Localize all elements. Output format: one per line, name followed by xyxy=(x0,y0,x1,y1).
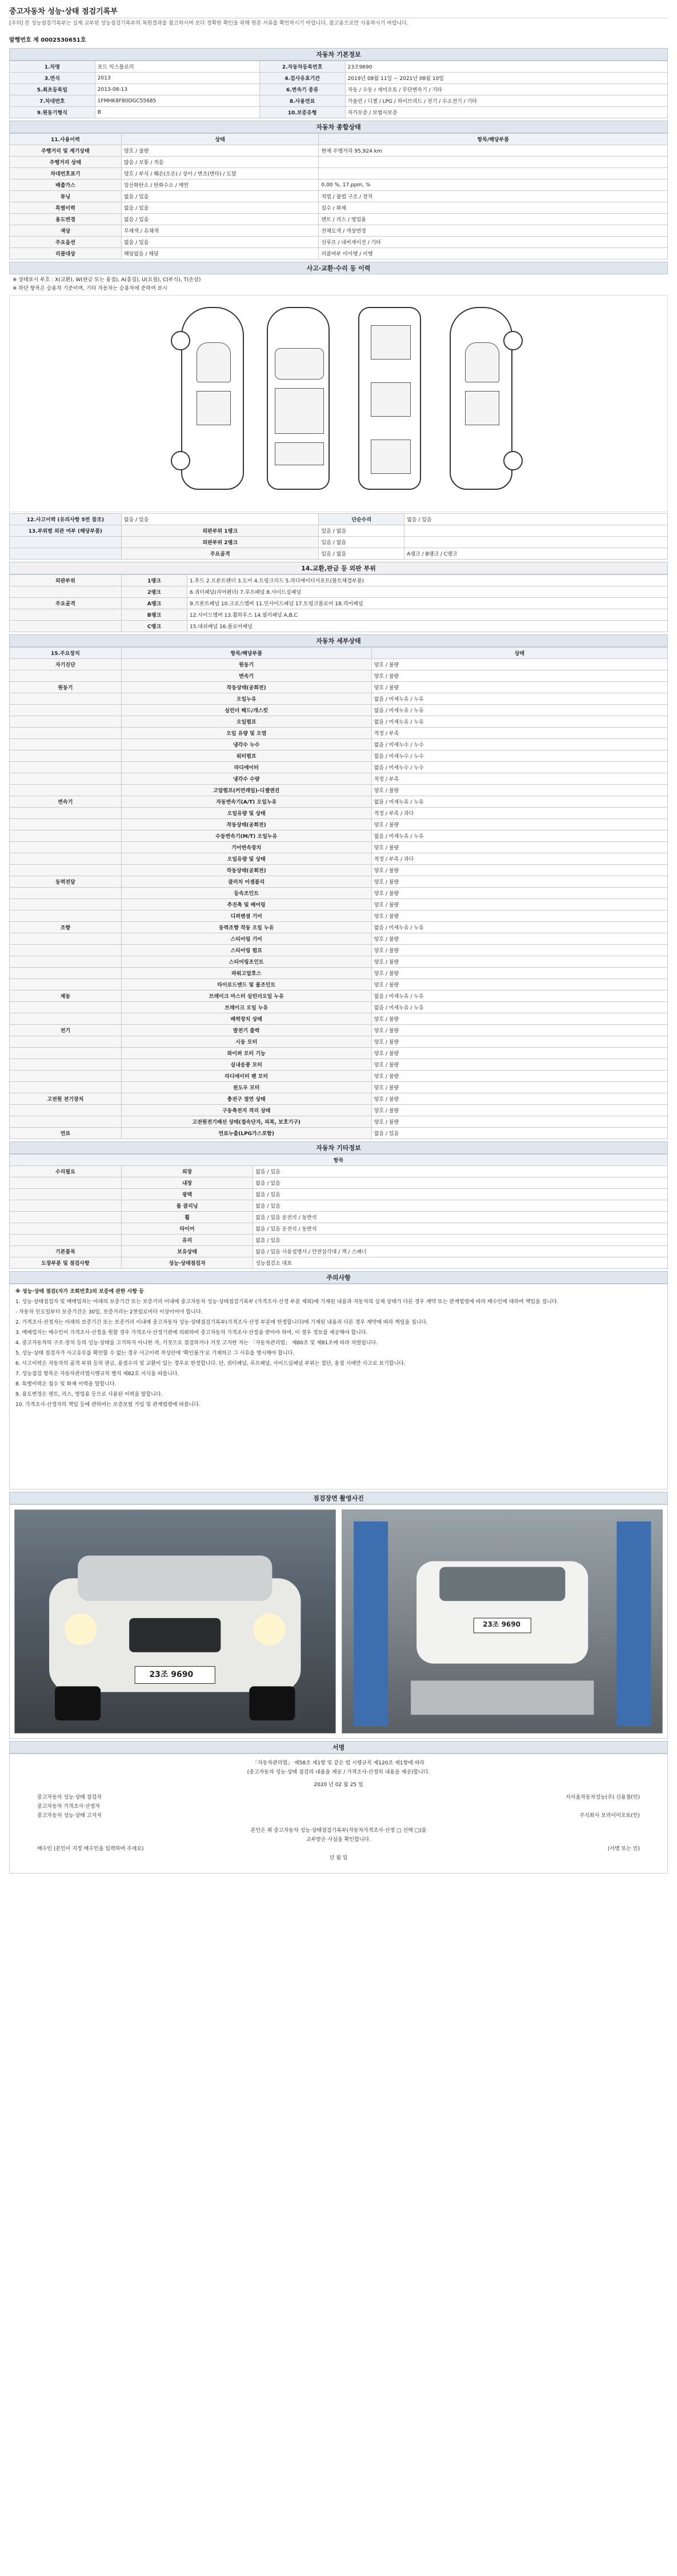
table-row: 수동변속기(M/T) 오일누유 없음 / 미세누유 / 누유 xyxy=(10,830,668,842)
table-row: 전기 발전기 출력 양호 / 불량 xyxy=(10,1025,668,1036)
table-row: 내장 없음 / 있음 xyxy=(10,1177,668,1189)
table-row: 디퍼렌셜 기어 양호 / 불량 xyxy=(10,910,668,922)
section-detail-state: 자동차 세부상태 xyxy=(9,634,668,647)
table-row: 냉각수 누수 없음 / 미세누수 / 누수 xyxy=(10,739,668,750)
table-row: 유리 없음 / 있음 xyxy=(10,1235,668,1246)
table-row: 실내송풍 모터 양호 / 불량 xyxy=(10,1059,668,1071)
section-basic-info: 자동차 기본정보 xyxy=(9,48,668,61)
car-front-illustration xyxy=(15,1510,335,1733)
table-row: 스티어링 펌프 양호 / 불량 xyxy=(10,945,668,956)
table-row: 배력장치 상태 양호 / 불량 xyxy=(10,1013,668,1025)
note-line: - 자동차 인도일부터 보증기간은 30일, 보증거리는 2천킬로미터 이상이어야 합니다. xyxy=(15,1309,203,1315)
table-row: 타이어 없음 / 있음 운전석 / 동반석 xyxy=(10,1223,668,1235)
table-row: 외판부위 1랭크 1.후드 2.프론트펜더 3.도어 4.트렁크리드 5.라디에이터서포트(볼트체결부품) xyxy=(10,575,668,586)
table-row: 제동 브레이크 마스터 실린더오일 누유 없음 / 미세누유 / 누유 xyxy=(10,991,668,1002)
table-row: 색상 무채색 / 유채색 전체도색 / 색상변경 xyxy=(10,225,668,237)
table-row: 기어변속장치 양호 / 불량 xyxy=(10,842,668,853)
table-row: 조향 동력조향 작동 오일 누유 없음 / 미세누유 / 누유 xyxy=(10,922,668,933)
table-row: 작동상태(공회전) 양호 / 불량 xyxy=(10,865,668,876)
section-accident-history: 사고·교환·수리 등 이력 xyxy=(9,262,668,274)
table-row: 실린더 헤드/개스킷 없음 / 미세누유 / 누유 xyxy=(10,705,668,716)
table-row: 오일 유량 및 오염 적정 / 부족 xyxy=(10,728,668,739)
table-row: 도장부분 및 점검사항 성능·상태점검자 성능점검소 대표 xyxy=(10,1257,668,1269)
parts-table xyxy=(9,574,668,632)
table-row: 주요옵션 없음 / 있음 선루프 / 내비게이션 / 기타 xyxy=(10,237,668,248)
car-left-view xyxy=(181,307,244,490)
table-row: 외판부위 2랭크 있음 / 없음 xyxy=(10,537,668,548)
note-line: 7. 성능점검 항목은 자동차관리법시행규칙 별지 제82호 서식을 따릅니다. xyxy=(15,1371,179,1377)
table-row: 주행거리 및 계기상태 양호 / 불량 현재 주행거리 95,924 km xyxy=(10,145,668,157)
table-row: 용도변경 없음 / 있음 렌트 / 리스 / 영업용 xyxy=(10,214,668,225)
table-row: 원동기 작동상태(공회전) 양호 / 불량 xyxy=(10,682,668,693)
table-row: 광택 없음 / 있음 xyxy=(10,1189,668,1200)
table-row: 배출가스 일산화탄소 / 탄화수소 / 매연 0.00 %, 17.ppm, % xyxy=(10,179,668,191)
table-row: 워터펌프 없음 / 미세누수 / 누수 xyxy=(10,750,668,762)
table-row: 라디에이터 팬 모터 양호 / 불량 xyxy=(10,1071,668,1082)
cert-number: 발행번호 제 0002530651호 xyxy=(9,37,86,43)
table-row: 연료 연료누출(LPG가스포함) 없음 / 있음 xyxy=(10,1128,668,1139)
note-line: 10. 가격조사·산정자의 책임 등에 관하여는 보증보험 가입 및 관계법령에 따릅니다. xyxy=(15,1402,201,1408)
table-row: 특별이력 없음 / 있음 침수 / 화재 xyxy=(10,202,668,214)
table-row: 와이퍼 모터 기능 양호 / 불량 xyxy=(10,1048,668,1059)
table-row: 고압펌프(커먼레일)-디젤엔진 양호 / 불량 xyxy=(10,785,668,796)
table-row: 라디에이터 없음 / 미세누수 / 누수 xyxy=(10,762,668,773)
note-line: 3. 매매업자는 매수인이 가격조사·산정을 원할 경우 가격조사·산정기관에 의뢰하여 중고자동차 가격조사·산정을 받아야 하며, 이 경우 정보를 제공해야 합니다. xyxy=(15,1330,368,1336)
table-row: 등속조인트 양호 / 불량 xyxy=(10,888,668,899)
table-row: 파워고압호스 양호 / 불량 xyxy=(10,968,668,979)
table-row: 오일유량 및 상태 적정 / 부족 / 과다 xyxy=(10,853,668,865)
car-top-view xyxy=(267,307,330,490)
notice-text: [주의] 본 성능점검기록부는 실제 교부된 성능점검기록부의 복원결과를 참고하시며 보다 정확한 확인을 위해 원본 서류를 확인하시기 바랍니다. 참고용으로만 사용하시기 바랍니다. xyxy=(9,21,408,26)
table-row: 고전원 전기장치 충전구 절연 상태 양호 / 불량 xyxy=(10,1093,668,1105)
table-row: 주요골격 A랭크 9.프론트패널 10.크로스멤버 11.인사이드패널 17.트렁크플로어 18.리어패널 xyxy=(10,598,668,609)
parts-title: 14.교환,판금 등 외판 부위 xyxy=(9,562,668,574)
table-row: 룸 클리닝 없음 / 있음 xyxy=(10,1200,668,1212)
table-row: 13.부위별 외관 여부 (해당부품) 외판부위 1랭크 있음 / 없음 xyxy=(10,525,668,537)
basic-info-table: 1.차명 포드 익스플로러 2.자동차등록번호 23조9690 3.연식 2013 4.검사유효기간 2019년 08월 11일 ~ 2021년 08월 10일 5.최초등록일 2013-08-13 6.변속기 종류 자동 / 수동 / 세미오토 / 무단변속기 / 기타 7.차대번호 1FMHK8F80DGC55685 8.사용연료 가솔린 / 디젤 / LPG / 하이브리드 / 전기 / 수소전기 / 기타 9.원동기형식 B 10.보증유형 자가보증 / 보험사보증 xyxy=(9,61,668,118)
front-plate: 23조 9690 xyxy=(149,1670,194,1679)
table-row: 오일유량 및 상태 적정 / 부족 / 과다 xyxy=(10,808,668,819)
table-row: 12.사고이력 (유의사항 5번 참조) 없음 / 있음 단순수리 없음 / 있음 xyxy=(10,514,668,525)
legend: ※ 상태표시 부호 : X(교환), W(판금 또는 용접), A(흠집), U(요철), C(부식), T(손상) ※ 하단 항목은 승용차 기준이며, 기타 자동차는 승용차에 준하여 표시 xyxy=(13,277,201,291)
section-notes: 주의사항 xyxy=(9,1271,668,1284)
rear-photo xyxy=(342,1509,663,1734)
table-row: 자기진단 원동기 양호 / 불량 xyxy=(10,659,668,670)
note-line: 8. 특별이력은 침수 및 화재 이력을 말합니다. xyxy=(15,1381,117,1387)
section-sign: 서명 xyxy=(9,1741,668,1754)
note-line: 1. 성능·상태점검자 및 매매업자는 아래의 보증기간 또는 보증거리 이내에 중고자동차 성능·상태점검기록부 (가격조사·산정 부분 제외)에 기재된 내용과 자동차의 실제 상태가 다른 경우 계약 또는 관계법령에 따라 매수인에 대하여 책임을 집니다. xyxy=(15,1299,559,1305)
table-row: 구동축전지 격리 상태 양호 / 불량 xyxy=(10,1105,668,1116)
table-row: 2랭크 6.쿼터패널(리어펜더) 7.루프패널 8.사이드실패널 xyxy=(10,586,668,598)
table-row: 리콜대상 해당없음 / 해당 리콜여부 미이행 / 이행 xyxy=(10,248,668,259)
photo-area xyxy=(9,1504,668,1739)
table-row: C랭크 15.대쉬패널 16.플로어패널 xyxy=(10,621,668,632)
general-state-table: 11.사용이력 상태 항목/해당부품 주행거리 및 계기상태 양호 / 불량 현재 주행거리 95,924 km 주행거리 상태 많음 / 보통 / 적음 차대번호표기 양호 / 부식 / 훼손(오손) / 상이 / 변조(변타) / 도말 배출가스 일산화탄소 / 탄화수소 / 매연 0.00 %, 17.ppm, % 튜닝 없음 / 있음 적법 / 불법 구조 / 장치 특별이력 없음 / 있음 침수 / 화재 용도변경 없음 / 있음 렌트 / 리스 / 영업용 색상 무채색 / 유채색 전체도색 / 색상변경 주요옵션 없음 / 있음 선루프 / 내비게이션 / 기타 리콜대상 해당없음 / 해당 리콜여부 미이행 / 이행 xyxy=(9,133,668,259)
section-other-info: 자동차 기타정보 xyxy=(9,1141,668,1154)
other-table: 항목 수리필요 외장 없음 / 있음 내장 없음 / 있음 광택 없음 / 있음 룸 클리닝 없음 / 있음 휠 없음 / 있음 운전석 / 동반석 타이어 없음 / 있음 운전석 / 동반석 유리 없음 / 있음 기본품목 보유상태 없음 / 있음 사용설명서 / 안전삼각대 / 잭 / 스패너 도장부분 및 점검사항 성능·상태점검자 성능점검소 대표 xyxy=(9,1154,668,1269)
detail-table: 15.주요장치 항목/해당부품 상태 자기진단 원동기 양호 / 불량 변속기 양호 / 불량 원동기 작동상태(공회전) 양호 / 불량 오일누유 없음 / 미세누유 / 누유 실린더 헤드/개스킷 없음 / 미세누유 / 누유 오일펌프 없음 / 미세누유 / 누유 오일 유량 및 오염 적정 / 부족 냉각수 누수 없음 / 미세누수 / 누수 워터펌프 없음 / 미세누수 / 누수 라디에이터 없음 / 미세누수 / 누수 냉각수 수량 적정 / 부족 고압펌프(커먼레일)-디젤엔진 양호 / 불량 변속기 자동변속기(A/T) 오일누유 없음 / 미세누유 / 누유 오일유량 및 상태 적정 / 부족 / 과다 작동상태(공회전) 양호 / 불량 수동변속기(M/T) 오일누유 없음 / 미세누유 / 누유 기어변속장치 양호 / 불량 오일유량 및 상태 적정 / 부족 / 과다 작동상태(공회전) 양호 / 불량 동력전달 클러치 어셈블리 양호 / 불량 등속조인트 양호 / 불량 추진축 및 베어링 양호 / 불량 디퍼렌셜 기어 양호 / 불량 조향 동력조향 작동 오일 누유 없음 / 미세누유 / 누유 스티어링 기어 양호 / 불량 스티어링 펌프 양호 / 불량 스티어링조인트 양호 / 불량 파워고압호스 양호 / 불량 타이로드엔드 및 볼조인트 양호 / 불량 제동 브레이크 마스터 실린더오일 누유 없음 / 미세누유 / 누유 브레이크 오일 누유 없음 / 미세누유 / 누유 배력장치 상태 양호 / 불량 전기 발전기 출력 양호 / 불량 시동 모터 양호 / 불량 와이퍼 모터 기능 양호 / 불량 실내송풍 모터 양호 / 불량 라디에이터 팬 모터 양호 / 불량 윈도우 모터 양호 / 불량 고전원 전기장치 충전구 절연 상태 양호 / 불량 구동축전지 격리 상태 양호 / 불량 고전원전기배선 상태(접속단자, 피복, 보호기구) 양호 / 불량 연료 연료누출(LPG가스포함) 없음 / 있음 xyxy=(9,647,668,1139)
table-row: 차대번호표기 양호 / 부식 / 훼손(오손) / 상이 / 변조(변타) / 도말 xyxy=(10,168,668,179)
table-row: 냉각수 수량 적정 / 부족 xyxy=(10,773,668,785)
table-row: 시동 모터 양호 / 불량 xyxy=(10,1036,668,1048)
table-row: 스티어링조인트 양호 / 불량 xyxy=(10,956,668,968)
accident-table xyxy=(9,513,668,560)
table-row: 기본품목 보유상태 없음 / 있음 사용설명서 / 안전삼각대 / 잭 / 스패너 xyxy=(10,1246,668,1257)
table-row: 브레이크 오일 누유 없음 / 미세누유 / 누유 xyxy=(10,1002,668,1013)
table-row: 튜닝 없음 / 있음 적법 / 불법 구조 / 장치 xyxy=(10,191,668,202)
table-row: 휠 없음 / 있음 운전석 / 동반석 xyxy=(10,1212,668,1223)
note-line: 2. 가격조사·산정자는 아래의 보증기간 또는 보증거리 이내에 중고자동차 성능·상태점검기록부(가격조사·산정 부분에 한정합니다)에 기재된 내용과 다른 경우 계약에 따라 책임을 집니다. xyxy=(15,1320,428,1325)
table-row: 고전원전기배선 상태(접속단자, 피복, 보호기구) 양호 / 불량 xyxy=(10,1116,668,1128)
note-line: 4. 중고자동차의 구조·장치 등의 성능·상태를 고지하지 아니한 자, 거짓으로 점검하거나 거짓 고지한 자는 「자동차관리법」 제80조 및 제81조에 따라 처벌됩니다. xyxy=(15,1340,378,1346)
table-row: 주요골격 있음 / 없음 A랭크 / B랭크 / C랭크 xyxy=(10,548,668,560)
table-row: 변속기 자동변속기(A/T) 오일누유 없음 / 미세누유 / 누유 xyxy=(10,796,668,808)
notes-block: ※ 성능·상태 점검(자가 조회번호)의 보증에 관한 사항 등 1. 성능·상태점검자 및 매매업자는 아래의 보증기간 또는 보증거리 이내에 중고자동차 성능·상태점검기록부 (가격조사·산정 부분 제외)에 기재된 내용과 자동차의 실제 상태가 다른 경우 계약 또는 관계법령에 따라 매수인에 대하여 책임을 집니다. - 자동차 인도일부터 보증기간은 30일, 보증거리는 2천킬로미터 이상이어야 합니다. 2. 가격조사·산정자는 아래의 보증기간 또는 보증거리 이내에 중고자동차 성능·상태점검기록부(가격조사·산정 부분에 한정합니다)에 기재된 내용과 다른 경우 계약에 따라 책임을 집니다. 3. 매매업자는 매수인이 가격조사·산정을 원할 경우 가격조사·산정기관에 의뢰하여 중고자동차 가격조사·산정을 받아야 하며, 이 경우 정보를 제공해야 합니다. 4. 중고자동차의 구조·장치 등의 성능·상태를 고지하지 아니한 자, 거짓으로 점검하거나 거짓 고지한 자는 「자동차관리법」 제80조 및 제81조에 따라 처벌됩니다. 5. 성능·상태 점검자가 사고유무를 확인할 수 없는 경우 사고이력 작성란에 '확인불가'로 기재하고 그 사유를 명시해야 합니다. 6. 사고이력은 자동차의 골격 부위 등의 판금, 용접수리 및 교환이 있는 경우로 한정합니다. 단, 쿼터패널, 루프패널, 사이드실패널 부위는 절단, 용접 시에만 사고로 표기합니다. 7. 성능점검 항목은 자동차관리법시행규칙 별지 제82호 서식을 따릅니다. 8. 특별이력은 침수 및 화재 이력을 말합니다. 9. 용도변경은 렌트, 리스, 영업용 등으로 사용된 이력을 말합니다. 10. 가격조사·산정자의 책임 등에 관하여는 보증보험 가입 및 관계법령에 따릅니다. xyxy=(9,1284,668,1489)
section-general-state: 자동차 종합상태 xyxy=(9,121,668,133)
table-row: 오일펌프 없음 / 미세누유 / 누유 xyxy=(10,716,668,728)
car-bottom-view xyxy=(358,307,421,490)
sign-block: 「자동차관리법」 제58조 제1항 및 같은 법 시행규칙 제120조 제1항에 따라 (중고자동차 성능·상태 점검의 내용을 제공 / 가격조사·산정의 내용을 제공)합니다. 2020 년 02 월 25 일 중고자동차 성능·상태 점검자 서서울자동차성능(주) 신용철(인) 중고자동차 가격조사·산정자 중고자동차 성능·상태 고지자 주식회사 보리이미오토(인) 본인은 위 중고자동차 성능·상태점검기록부(자동차가격조사·산정 □ 선택 □)를 교부받은 사실을 확인합니다. 매수인 (본인이 지정 매수인을 입력하여 주세요) (서명 또는 인) 년 월 일 xyxy=(9,1754,668,1874)
note-line: 9. 용도변경은 렌트, 리스, 영업용 등으로 사용된 이력을 말합니다. xyxy=(15,1392,163,1397)
table-row: 스티어링 기어 양호 / 불량 xyxy=(10,933,668,945)
car-right-view xyxy=(450,307,512,490)
table-row: 추진축 및 베어링 양호 / 불량 xyxy=(10,899,668,910)
document-title: 중고자동차 성능·상태 점검기록부 xyxy=(9,6,668,18)
note-line: 5. 성능·상태 점검자가 사고유무를 확인할 수 없는 경우 사고이력 작성란에 '확인불가'로 기재하고 그 사유를 명시해야 합니다. xyxy=(15,1351,295,1356)
table-row: 오일누유 없음 / 미세누유 / 누유 xyxy=(10,693,668,705)
front-photo xyxy=(14,1509,336,1734)
rear-plate: 23조 9690 xyxy=(483,1620,520,1629)
table-row: 타이로드엔드 및 볼조인트 양호 / 불량 xyxy=(10,979,668,991)
table-row: 동력전달 클러치 어셈블리 양호 / 불량 xyxy=(10,876,668,888)
note-line: 6. 사고이력은 자동차의 골격 부위 등의 판금, 용접수리 및 교환이 있는 경우로 한정합니다. 단, 쿼터패널, 루프패널, 사이드실패널 부위는 절단, 용접 시에만 사고로 표기합니다. xyxy=(15,1361,406,1367)
section-photos: 점검장면 촬영사진 xyxy=(9,1492,668,1504)
table-row: B랭크 12.사이드멤버 13.휠하우스 14.필러패널 A,B,C xyxy=(10,609,668,621)
table-row: 윈도우 모터 양호 / 불량 xyxy=(10,1082,668,1093)
table-row: 주행거리 상태 많음 / 보통 / 적음 xyxy=(10,157,668,168)
car-diagram xyxy=(9,295,668,512)
table-row: 변속기 양호 / 불량 xyxy=(10,670,668,682)
table-row: 수리필요 외장 없음 / 있음 xyxy=(10,1166,668,1177)
table-row: 작동상태(공회전) 양호 / 불량 xyxy=(10,819,668,830)
